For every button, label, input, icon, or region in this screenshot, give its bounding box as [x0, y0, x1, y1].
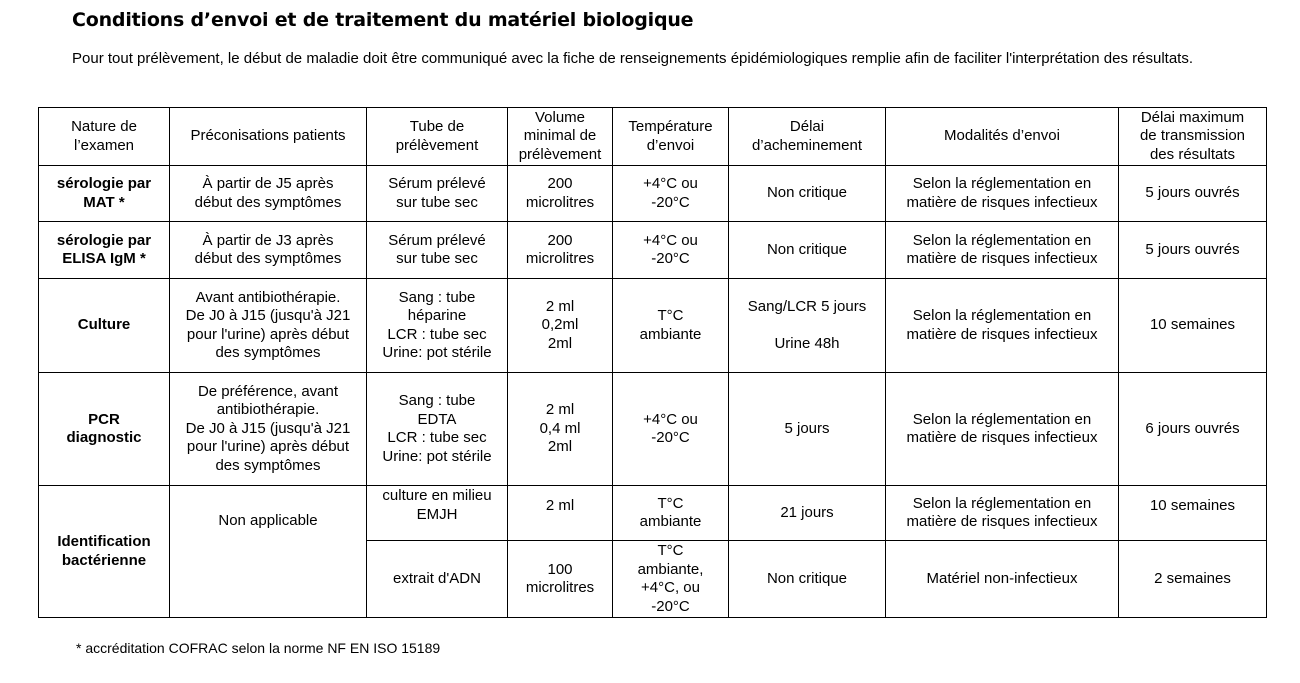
cell-line: Tube de [409, 118, 465, 135]
cell-line: microlitres [525, 250, 595, 267]
table-row [39, 279, 1267, 373]
row-preconisations [170, 486, 367, 618]
cell-line: matière de risques infectieux [906, 513, 1098, 530]
cell-line: diagnostic [66, 429, 142, 446]
cell-line: sur tube sec [396, 193, 478, 211]
cell-line: prélèvement [518, 145, 602, 163]
cell-line: 2ml [547, 438, 573, 456]
cell-line: À partir de J3 après [202, 231, 334, 249]
cell-line: 2 ml [545, 297, 575, 315]
cell-line: Nature de [71, 118, 137, 135]
cell-line: matière de risques infectieux [906, 325, 1098, 343]
cell-line: pour l'urine) après début [186, 325, 350, 343]
cell-line: prélèvement [395, 136, 479, 154]
cell-line: T°C [657, 307, 684, 324]
row-preconisations [170, 222, 367, 279]
row-nature [39, 486, 170, 618]
cell-line: minimal de [523, 127, 597, 145]
row-volume [508, 486, 613, 541]
row-volume [508, 279, 613, 373]
row-preconisations [170, 279, 367, 373]
cell-line: T°C [657, 494, 684, 512]
cell-line: Non critique [766, 240, 848, 258]
row-volume [508, 373, 613, 486]
cell-line: LCR : tube sec [387, 429, 487, 446]
cell-line: +4°C, ou [641, 579, 700, 596]
row-temperature [613, 166, 729, 222]
cell-line: ambiante [639, 513, 702, 530]
cell-line: -20°C [651, 597, 690, 615]
cell-line: Non applicable [218, 512, 318, 529]
row-delai [729, 279, 886, 373]
row-tube [367, 541, 508, 618]
row-nature [39, 222, 170, 279]
cell-line: 200 [547, 175, 573, 192]
cell-line: De préférence, avant [197, 382, 339, 400]
row-delai-max [1119, 486, 1267, 541]
header-temperature [613, 108, 729, 166]
row-temperature [613, 222, 729, 279]
header-modalites [886, 108, 1119, 166]
row-temperature [613, 279, 729, 373]
cell-line: Selon la réglementation en [912, 307, 1092, 324]
cell-line: ELISA IgM * [62, 250, 146, 267]
table-row [39, 486, 1267, 541]
cell-line: 5 jours ouvrés [1145, 240, 1240, 258]
row-modalites [886, 166, 1119, 222]
cell-line: Selon la réglementation en [912, 231, 1092, 249]
cell-line: Matériel non-infectieux [926, 569, 1078, 587]
cell-line [732, 316, 882, 335]
cell-line: 6 jours ouvrés [1145, 419, 1240, 437]
cell-line: pour l'urine) après début [186, 438, 350, 456]
cell-line: Urine: pot stérile [382, 447, 492, 465]
cell-line: 100 [547, 560, 573, 578]
cell-line: culture en milieu [382, 487, 492, 504]
page-title: Conditions d’envoi et de traitement du matériel biologique [72, 9, 694, 31]
cell-line: 0,4 ml [539, 419, 581, 437]
cell-line: 2 ml [545, 401, 575, 419]
row-delai-max [1119, 166, 1267, 222]
cell-line: Urine: pot stérile [382, 344, 492, 361]
cell-line: 5 jours [784, 419, 830, 437]
cell-line: +4°C ou [643, 410, 698, 428]
cell-line: Sérum prélevé [388, 231, 486, 249]
cell-line: Selon la réglementation en [912, 494, 1092, 512]
cell-line: de transmission [1139, 127, 1246, 145]
table-row [39, 166, 1267, 222]
header-row [39, 108, 1267, 166]
cell-line: Non critique [766, 184, 848, 202]
cell-line: matière de risques infectieux [906, 250, 1098, 267]
row-temperature [613, 486, 729, 541]
cell-line: +4°C ou [643, 231, 698, 249]
row-delai [729, 166, 886, 222]
cell-line: +4°C ou [643, 175, 698, 192]
cell-line: LCR : tube sec [387, 325, 487, 343]
cell-line: sur tube sec [396, 250, 478, 267]
cell-line: Délai maximum [1140, 108, 1245, 126]
footnote: * accréditation COFRAC selon la norme NF EN ISO 15189 [76, 640, 441, 656]
header-delai [729, 108, 886, 166]
cell-line: 10 semaines [1149, 316, 1236, 334]
row-preconisations [170, 373, 367, 486]
cell-line: début des symptômes [194, 250, 342, 267]
cell-line: 200 [547, 231, 573, 249]
cell-line: Selon la réglementation en [912, 175, 1092, 192]
cell-line: Urine 48h [774, 334, 840, 352]
cell-line: d’acheminement [751, 136, 863, 154]
cell-line: extrait d'ADN [393, 569, 481, 587]
cell-line: Selon la réglementation en [912, 410, 1092, 428]
cell-line: Modalités d’envoi [944, 127, 1060, 145]
header-tube [367, 108, 508, 166]
cell-line: EDTA [417, 410, 457, 428]
row-temperature [613, 373, 729, 486]
cell-line: À partir de J5 après [202, 175, 334, 192]
row-modalites [886, 373, 1119, 486]
cell-line: Préconisations patients [190, 127, 346, 145]
cell-line: Sang : tube [398, 288, 476, 306]
row-delai [729, 373, 886, 486]
cell-line: début des symptômes [194, 193, 342, 211]
cell-line: matière de risques infectieux [906, 193, 1098, 211]
header-volume [508, 108, 613, 166]
cell-line: antibiothérapie. [216, 401, 320, 419]
row-nature [39, 373, 170, 486]
header-delai-max [1119, 108, 1267, 166]
cell-line: Température [628, 118, 713, 135]
cell-line: EMJH [416, 505, 458, 523]
cell-line: T°C [657, 542, 684, 559]
cell-line: MAT * [83, 193, 125, 211]
table-row [39, 222, 1267, 279]
conditions-table [38, 107, 1267, 618]
row-tube [367, 279, 508, 373]
cell-line: 0,2ml [541, 316, 579, 334]
row-delai-max [1119, 373, 1267, 486]
cell-line: ambiante [639, 325, 702, 343]
row-delai-max [1119, 279, 1267, 373]
cell-line: Culture [77, 316, 131, 334]
cell-line: De J0 à J15 (jusqu'à J21 [185, 419, 351, 437]
cell-line: 10 semaines [1149, 497, 1236, 514]
cell-line: PCR [88, 410, 120, 428]
row-delai-max [1119, 541, 1267, 618]
row-volume [508, 541, 613, 618]
cell-line: d’envoi [646, 136, 695, 154]
cell-line: Avant antibiothérapie. [195, 288, 341, 306]
row-tube [367, 166, 508, 222]
row-temperature [613, 541, 729, 618]
cell-line: 5 jours ouvrés [1145, 184, 1240, 202]
row-modalites [886, 486, 1119, 541]
cell-line: Sang/LCR 5 jours [747, 297, 867, 315]
row-delai [729, 541, 886, 618]
intro-text: Pour tout prélèvement, le début de maladie doit être communiqué avec la fiche de renseignements épidémiologiques remplie afin de faciliter l'interprétation des résultats. [72, 50, 1193, 67]
row-delai [729, 486, 886, 541]
cell-line: des résultats [1149, 145, 1236, 163]
row-tube [367, 486, 508, 541]
row-nature [39, 279, 170, 373]
cell-line: sérologie par [56, 175, 152, 192]
cell-line: bactérienne [61, 551, 147, 569]
cell-line: sérologie par [56, 231, 152, 249]
cell-line: héparine [407, 307, 467, 324]
cell-line: des symptômes [215, 344, 321, 361]
cell-line: l’examen [73, 136, 135, 154]
cell-line: Sang : tube [398, 392, 476, 409]
row-modalites [886, 541, 1119, 618]
cell-line: des symptômes [215, 456, 321, 474]
header-nature [39, 108, 170, 166]
row-modalites [886, 222, 1119, 279]
row-modalites [886, 279, 1119, 373]
cell-line: microlitres [525, 193, 595, 211]
cell-line: -20°C [651, 250, 690, 267]
cell-line: Volume [534, 108, 586, 126]
cell-line: 2 semaines [1154, 569, 1231, 587]
cell-line: Identification [57, 533, 151, 550]
cell-line: Délai [789, 118, 825, 135]
cell-line: -20°C [651, 429, 690, 446]
row-nature [39, 166, 170, 222]
row-delai [729, 222, 886, 279]
row-volume [508, 166, 613, 222]
cell-line: 2ml [547, 334, 573, 352]
cell-line: De J0 à J15 (jusqu'à J21 [185, 307, 351, 324]
cell-line: 21 jours [780, 503, 834, 521]
cell-line: matière de risques infectieux [906, 429, 1098, 446]
row-tube [367, 222, 508, 279]
table-row [39, 373, 1267, 486]
cell-line: 2 ml [545, 497, 575, 514]
cell-line: microlitres [525, 579, 595, 596]
cell-line: ambiante, [637, 560, 704, 578]
cell-line: Non critique [766, 569, 848, 587]
cell-line: -20°C [651, 193, 690, 211]
row-preconisations [170, 166, 367, 222]
row-delai-max [1119, 222, 1267, 279]
header-preconisations [170, 108, 367, 166]
cell-line: Sérum prélevé [388, 175, 486, 192]
row-volume [508, 222, 613, 279]
row-tube [367, 373, 508, 486]
